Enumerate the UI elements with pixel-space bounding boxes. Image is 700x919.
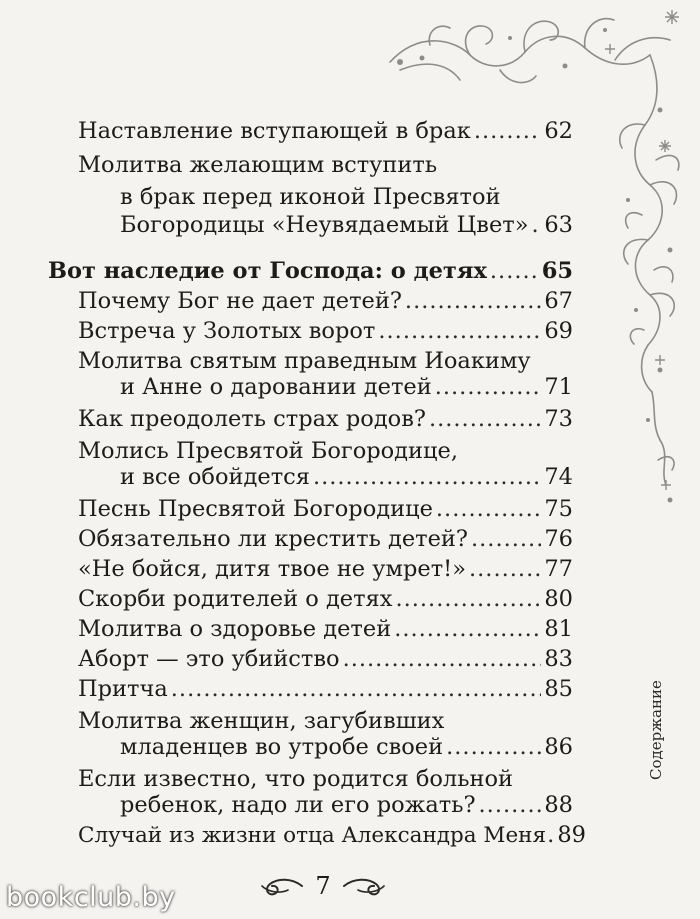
toc-dot-leader (435, 370, 542, 404)
toc-dot-leader (436, 492, 541, 526)
toc-entry[interactable] (78, 642, 573, 676)
toc-entry-title: Как преодолеть страх родов? (78, 406, 426, 432)
toc-entry-title-continued: и все обойдется (120, 464, 310, 490)
toc-section-title: Вот наследие от Господа: о детях (48, 258, 487, 284)
toc-entry-title: Молитва о здоровье детей (78, 616, 392, 642)
toc-entry-title: Наставление вступающей в брак (78, 118, 471, 144)
toc-entry-title[interactable]: Если известно, что родится больной (78, 766, 514, 792)
toc-entry[interactable] (78, 114, 573, 148)
toc-entry-page: 73 (544, 406, 573, 432)
toc-entry[interactable] (78, 314, 573, 348)
toc-entry-page: 85 (544, 676, 573, 702)
toc-entry-title[interactable]: Молись Пресвятой Богородице, (78, 438, 458, 464)
toc-entry-page: 63 (544, 212, 573, 238)
toc-entry-page: 83 (544, 646, 573, 672)
toc-entry-page: 81 (544, 616, 573, 642)
toc-entry[interactable] (120, 788, 573, 822)
toc-entry[interactable] (120, 460, 573, 494)
toc-entry-page: 86 (544, 734, 573, 760)
toc-dot-leader (469, 552, 541, 586)
toc-entry-title[interactable]: Молитва желающим вступить (78, 152, 438, 178)
toc-entry[interactable] (78, 612, 573, 646)
toc-dot-leader (394, 612, 541, 646)
running-header-vertical: Содержание (647, 680, 665, 780)
toc-entry-title: Встреча у Золотых ворот (78, 318, 376, 344)
toc-entry-title: Почему Бог не дает детей? (78, 288, 402, 314)
toc-section-heading[interactable] (48, 254, 573, 288)
toc-entry[interactable] (120, 370, 573, 404)
toc-entry[interactable] (78, 582, 573, 616)
folio-right-swirl-icon (342, 874, 388, 898)
toc-entry-title[interactable]: Молитва святым праведным Иоакиму (78, 348, 531, 374)
toc-dot-leader (532, 208, 542, 242)
toc-entry-title-continued: младенцев во утробе своей (120, 734, 444, 760)
toc-dot-leader (429, 402, 541, 436)
watermark: bookclub.by (6, 882, 176, 913)
toc-dot-leader (171, 672, 542, 706)
toc-dot-leader (405, 284, 541, 318)
toc-entry-title-continued[interactable]: в брак перед иконой Пресвятой (120, 184, 501, 210)
toc-entry-page: 77 (544, 556, 573, 582)
toc-entry-title-continued: Богородицы «Неувядаемый Цвет» (120, 212, 529, 238)
toc-entry-page: 88 (544, 792, 573, 818)
toc-entry-page: 69 (544, 318, 573, 344)
toc-dot-leader (446, 730, 541, 764)
toc-entry-title: Песнь Пресвятой Богородице (78, 496, 433, 522)
toc-entry-page: 65 (541, 258, 573, 284)
toc-entry[interactable] (78, 818, 586, 852)
toc-entry-page: 71 (544, 374, 573, 400)
toc-dot-leader (490, 254, 539, 288)
toc-entry[interactable] (78, 492, 573, 526)
toc-entry-page: 67 (544, 288, 573, 314)
toc-entry[interactable] (78, 672, 573, 706)
toc-entry-title: Притча (78, 676, 168, 702)
toc-entry-title[interactable]: Молитва женщин, загубивших (78, 708, 445, 734)
toc-dot-leader (471, 522, 541, 556)
toc-dot-leader (479, 788, 542, 822)
toc-dot-leader (547, 818, 556, 852)
toc-dot-leader (343, 642, 542, 676)
toc-dot-leader (395, 582, 541, 616)
toc-entry-title: «Не бойся, дитя твое не умрет!» (78, 556, 466, 582)
toc-dot-leader (474, 114, 542, 148)
toc-dot-leader (378, 314, 541, 348)
toc-entry-title: Случай из жизни отца Александра Меня (78, 823, 547, 848)
toc-entry-page: 76 (544, 526, 573, 552)
toc-entry-title-continued: и Анне о даровании детей (120, 374, 432, 400)
toc-dot-leader (313, 460, 541, 494)
toc-entry-title-continued: ребенок, надо ли его рожать? (120, 792, 476, 818)
toc-entry-page: 80 (544, 586, 573, 612)
toc-entry-title: Аборт — это убийство (78, 646, 340, 672)
toc-entry[interactable] (120, 730, 573, 764)
toc-entry-page: 62 (544, 118, 573, 144)
toc-entry[interactable] (78, 522, 573, 556)
toc-entry[interactable] (78, 552, 573, 586)
toc-entry-page: 74 (544, 464, 573, 490)
toc-entry-page: 89 (557, 822, 586, 848)
toc-entry-title: Скорби родителей о детях (78, 586, 393, 612)
toc-entry[interactable] (120, 208, 573, 242)
page-number: 7 (315, 872, 331, 900)
toc-entry-title: Обязательно ли крестить детей? (78, 526, 468, 552)
toc-entry[interactable] (78, 284, 573, 318)
toc-entry[interactable] (78, 402, 573, 436)
toc-entry-page: 75 (544, 496, 573, 522)
folio-left-swirl-icon (258, 874, 304, 898)
